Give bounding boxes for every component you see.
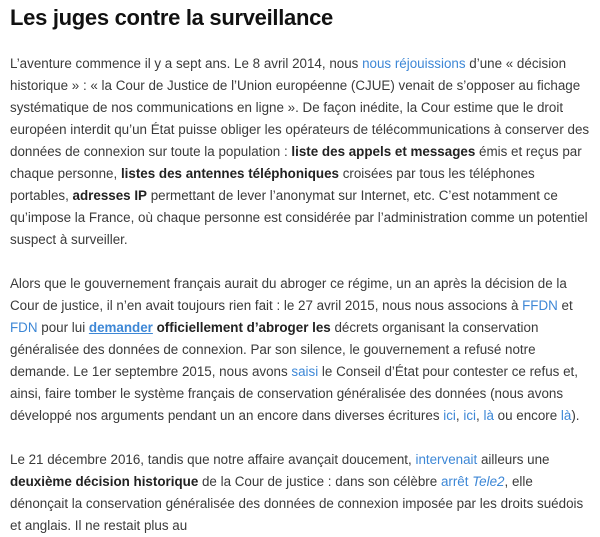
bold-text: deuxième décision historique bbox=[10, 474, 199, 489]
article-title: Les juges contre la surveillance bbox=[10, 5, 333, 30]
link-arret[interactable]: arrêt bbox=[440, 474, 469, 489]
bold-text: listes des antennes téléphoniques bbox=[120, 166, 339, 181]
bold-text: officiellement d’abroger les bbox=[152, 320, 331, 335]
link-tele2[interactable] bbox=[472, 474, 504, 489]
text: permettant de lever l’anonymat sur Internet, etc. C’est notamment ce qu’impose la France, où chaque personne est considérée par l’administration comme un potentiel suspect à surveiller. bbox=[10, 188, 588, 247]
link-la-1[interactable]: là bbox=[483, 408, 494, 423]
link-demander[interactable]: demander bbox=[88, 320, 153, 335]
link-saisi[interactable]: saisi bbox=[291, 364, 319, 379]
text: L’aventure commence il y a sept ans. Le 8 avril 2014, nous bbox=[10, 56, 363, 71]
paragraph-3 bbox=[10, 449, 590, 537]
text: émis et reçus par chaque personne, bbox=[10, 144, 582, 181]
text: ou encore bbox=[493, 408, 561, 423]
link-ici-2[interactable]: ici bbox=[463, 408, 477, 423]
text: , elle dénonçait la conservation généralisée des données de connexion imposée par les droits suédois et anglais. Il ne restait plus au bbox=[10, 474, 584, 533]
text: ). bbox=[571, 408, 580, 423]
bold-text: liste des appels et messages bbox=[291, 144, 476, 159]
link-fdn[interactable]: FDN bbox=[10, 320, 38, 335]
text: , bbox=[455, 408, 464, 423]
article bbox=[0, 5, 600, 533]
text: pour lui bbox=[37, 320, 89, 335]
text: le Conseil d’État pour contester ce refus et, ainsi, faire tomber le système français de conservation généralisée des données (nous avons développé nos arguments pendant un an encore dans diverses écritures bbox=[10, 364, 578, 423]
paragraph-2 bbox=[10, 273, 590, 427]
text: croisées par tous les téléphones portables, bbox=[10, 166, 535, 203]
text: décrets organisant la conservation généralisée des données de connexion. Par son silence, le gouvernement a refusé notre demande. Le 1er septembre 2015, nous avons bbox=[10, 320, 539, 379]
link-intervenait[interactable]: intervenait bbox=[415, 452, 478, 467]
bold-text: adresses IP bbox=[72, 188, 147, 203]
link-ici-1[interactable]: ici bbox=[443, 408, 456, 423]
text: Le 21 décembre 2016, tandis que notre affaire avançait doucement, bbox=[10, 452, 416, 467]
link-nous-rejouissions[interactable]: nous réjouissions bbox=[362, 56, 466, 71]
text: , bbox=[476, 408, 484, 423]
paragraph-1 bbox=[10, 53, 590, 251]
text: de la Cour de justice : dans son célèbre bbox=[198, 474, 441, 489]
text: ailleurs une bbox=[477, 452, 550, 467]
text: Alors que le gouvernement français aurait du abroger ce régime, un an après la décision de la Cour de justice, il n’en avait toujours rien fait : le 27 avril 2015, nous nous associons à bbox=[10, 276, 567, 313]
link-ffdn[interactable]: FFDN bbox=[522, 298, 558, 313]
text: et bbox=[557, 298, 573, 313]
link-la-2[interactable]: là bbox=[560, 408, 572, 423]
text: d’une « décision historique » : « la Cour de Justice de l’Union européenne (CJUE) venait de s’opposer au fichage systématique de nos communications en ligne ». De façon inédite, la Cour estime que le droit européen interdit qu’un État puisse obliger les opérateurs de télécommunications à conserver des données de connexion sur toute la population : bbox=[10, 56, 590, 159]
italic-text: Tele2 bbox=[472, 474, 505, 489]
